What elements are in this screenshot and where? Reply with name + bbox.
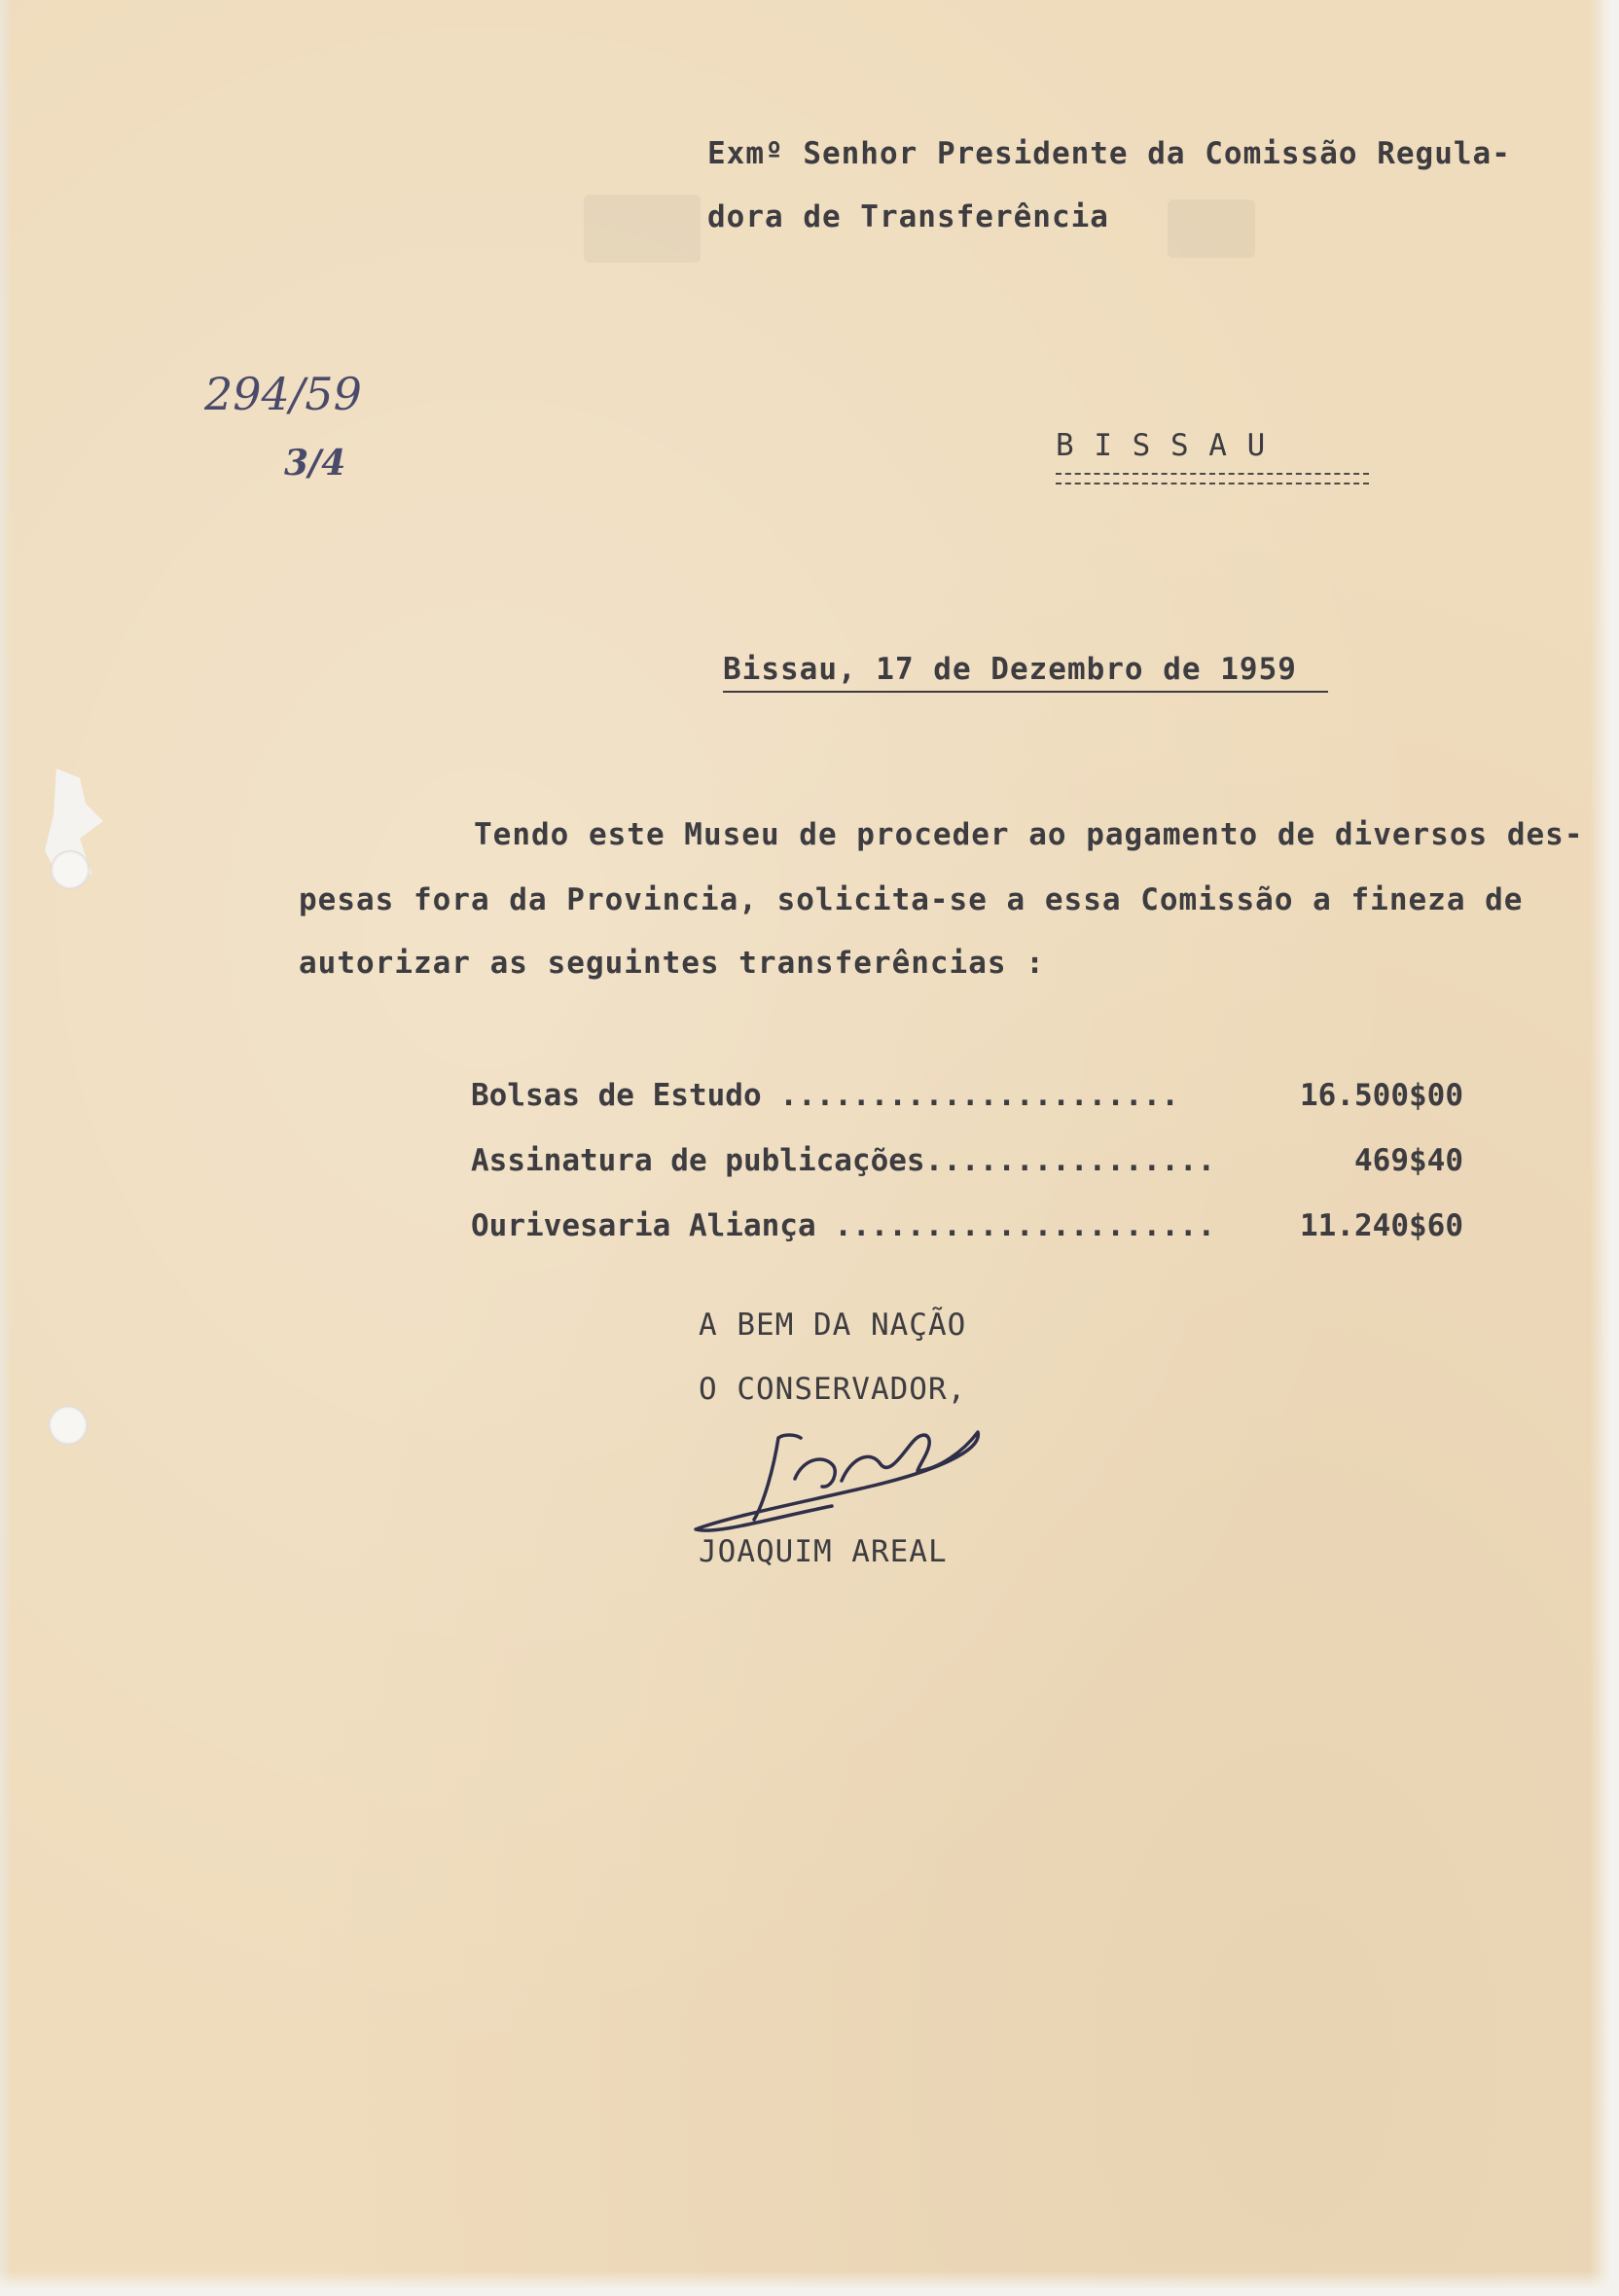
- transfer-row: [471, 1143, 1463, 1182]
- closing-role: O CONSERVADOR,: [699, 1372, 967, 1407]
- punch-hole-upper: [51, 850, 90, 889]
- place-heading-double-rule: [1056, 473, 1369, 484]
- body-line-1: Tendo este Museu de proceder ao pagamento de diversos des-: [474, 817, 1584, 852]
- transfer-amount: 11.240$60: [1300, 1208, 1463, 1243]
- transfer-amount: 469$40: [1354, 1143, 1463, 1178]
- paper-right-edge: [1590, 0, 1619, 2296]
- paper-left-edge: [0, 0, 12, 2296]
- paper-bottom-edge: [0, 2271, 1619, 2296]
- body-line-3: autorizar as seguintes transferências :: [299, 946, 1045, 981]
- transfer-label: Bolsas de Estudo ......................: [471, 1078, 1179, 1113]
- transfer-label: Assinatura de publicações................: [471, 1143, 1216, 1178]
- handwritten-reference-number: 294/59: [204, 368, 362, 420]
- punch-hole-lower: [49, 1406, 88, 1445]
- addressee-line-1: Exmº Senhor Presidente da Comissão Regula-: [707, 136, 1511, 171]
- date-line: Bissau, 17 de Dezembro de 1959: [723, 652, 1297, 687]
- transfer-amount: 16.500$00: [1300, 1078, 1463, 1113]
- date-underline: [723, 691, 1328, 693]
- ink-smudge: [1168, 199, 1255, 258]
- body-line-2: pesas fora da Provincia, solicita-se a essa Comissão a fineza de: [299, 882, 1524, 917]
- closing-salutation: A BEM DA NAÇÃO: [699, 1308, 967, 1343]
- signatory-name: JOAQUIM AREAL: [699, 1534, 948, 1569]
- ink-smudge: [584, 195, 701, 263]
- handwritten-fraction: 3/4: [284, 443, 346, 484]
- transfer-label: Ourivesaria Aliança .....................: [471, 1208, 1216, 1243]
- addressee-line-2: dora de Transferência: [707, 199, 1109, 234]
- transfer-row: [471, 1208, 1463, 1247]
- transfer-row: [471, 1078, 1463, 1117]
- place-heading: B I S S A U: [1056, 428, 1267, 463]
